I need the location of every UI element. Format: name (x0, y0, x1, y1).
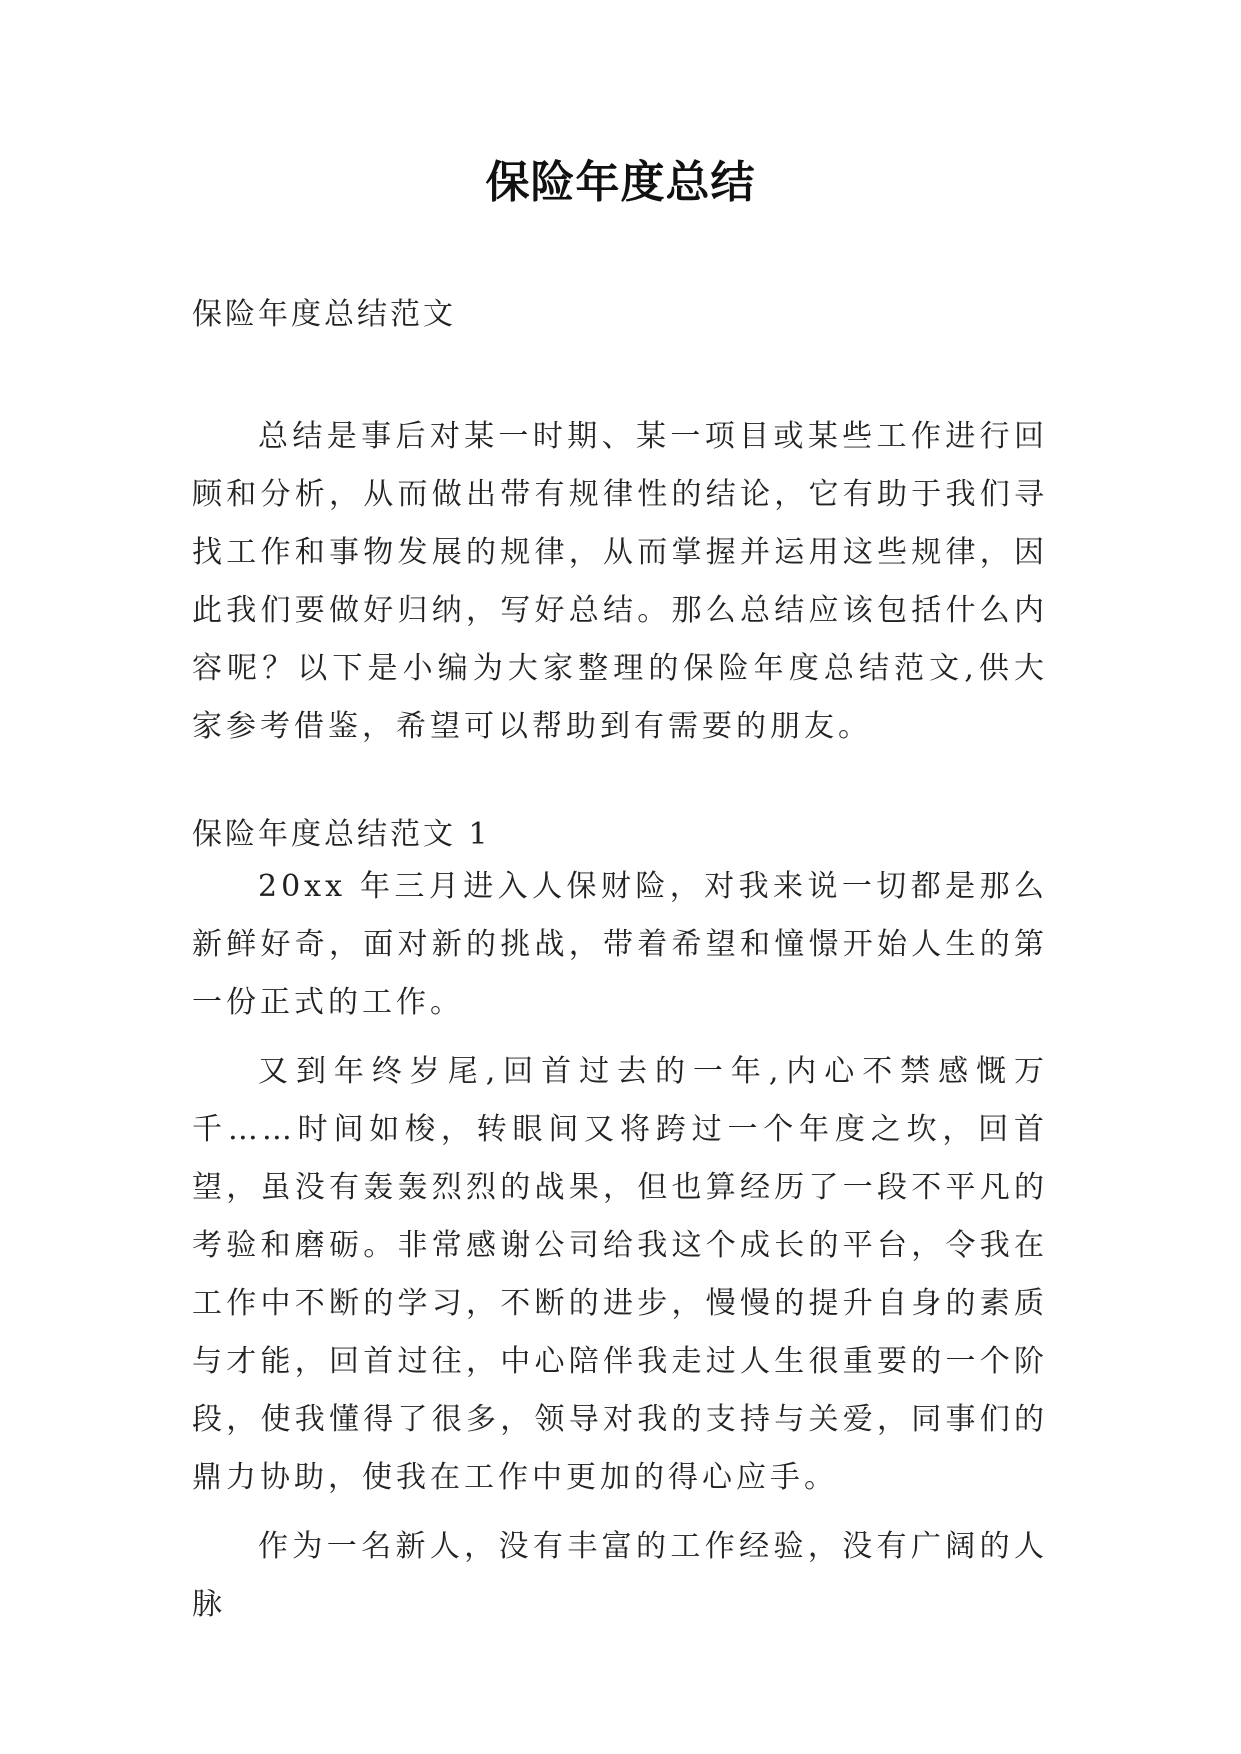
page-title: 保险年度总结 (485, 157, 756, 208)
body-paragraph: 又到年终岁尾,回首过去的一年,内心不禁感慨万千……时间如梭，转眼间又将跨过一个年度之坎，回首望，虽没有轰轰烈烈的战果，但也算经历了一段不平凡的考验和磨砺。非常感谢公司给我这个成长的平台，令我在工作中不断的学习，不断的进步，慢慢的提升自身的素质与才能，回首过往，中心陪伴我走过人生很重要的一个阶段，使我懂得了很多，领导对我的支持与关爱，同事们的鼎力协助，使我在工作中更加的得心应手。 (192, 1054, 1048, 1495)
document-subtitle: 保险年度总结范文 (192, 297, 456, 332)
body-paragraph: 20xx 年三月进入人保财险，对我来说一切都是那么新鲜好奇，面对新的挑战，带着希望和憧憬开始人生的第一份正式的工作。 (192, 869, 1048, 1020)
section-heading: 保险年度总结范文 1 (192, 817, 491, 852)
intro-paragraph: 总结是事后对某一时期、某一项目或某些工作进行回顾和分析，从而做出带有规律性的结论，它有助于我们寻找工作和事物发展的规律，从而掌握并运用这些规律，因此我们要做好归纳，写好总结。那么总结应该包括什么内容呢？以下是小编为大家整理的保险年度总结范文,供大家参考借鉴，希望可以帮助到有需要的朋友。 (192, 419, 1048, 744)
body-paragraph: 作为一名新人，没有丰富的工作经验，没有广阔的人脉 (192, 1529, 1048, 1622)
